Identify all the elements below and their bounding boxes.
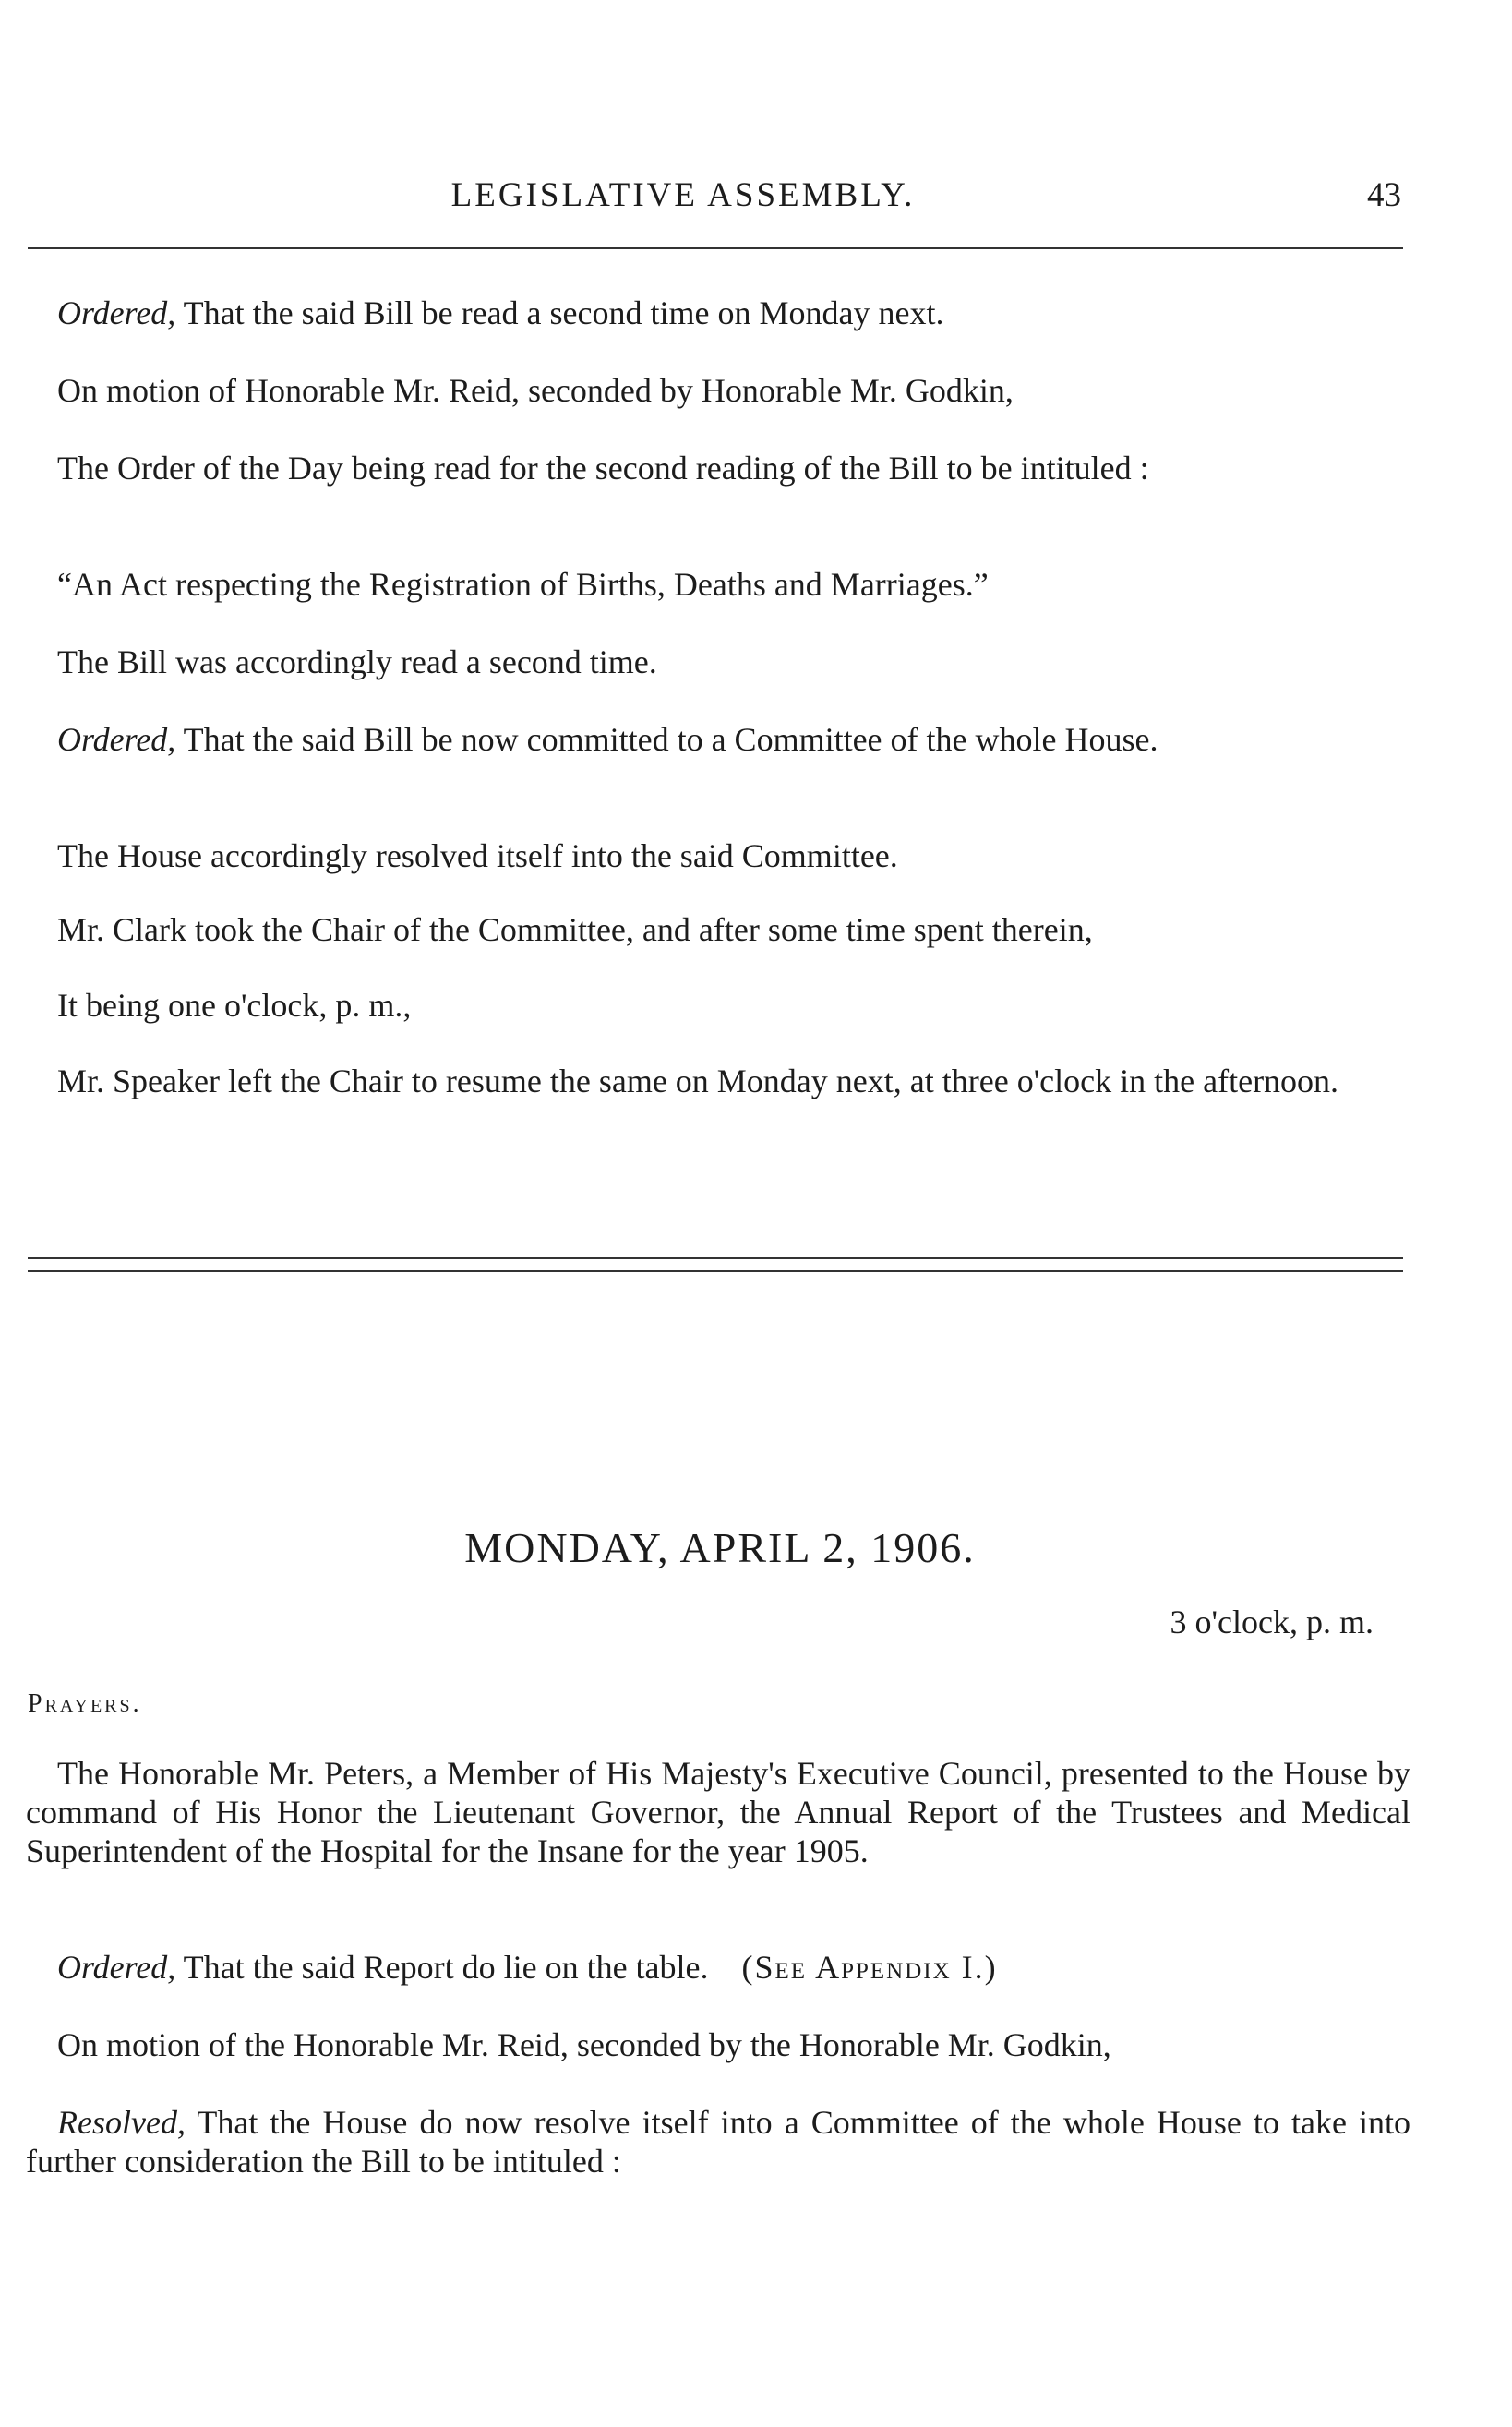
section-divider [28,1257,1403,1272]
paragraph-order-of-day: The Order of the Day being read for the second reading of the Bill to be intituled : [57,450,1149,487]
paragraph-house-resolved: The House accordingly resolved itself into the said Committee. [57,837,898,874]
ordered-lead: Ordered, [57,721,176,758]
ordered-lead: Ordered, [57,294,176,331]
prayers-heading: Prayers. [28,1689,142,1718]
ordered-text: That the said Report do lie on the table. [183,1949,709,1986]
paragraph-clark-chair: Mr. Clark took the Chair of the Committee, and after some time spent therein, [57,911,1093,948]
running-head [0,175,1512,222]
paragraph-peters-report: The Honorable Mr. Peters, a Member of His Majesty's Executive Council, presented to the House by command of His Honor the Lieutenant Governor, the Annual Report of the Trustees and Medical Superintendent of the Hospital for the Insane for the year 1905. [26,1755,1410,1869]
paragraph-one-oclock: It being one o'clock, p. m., [57,987,412,1024]
header-rule [28,247,1403,249]
ordered-text: That the said Bill be read a second time on Monday next. [183,294,944,331]
paragraph-bill-read: The Bill was accordingly read a second time. [57,643,657,680]
paragraph-speaker-left: Mr. Speaker left the Chair to resume the same on Monday next, at three o'clock in the afternoon. [57,1063,1339,1099]
paragraph-motion-2: On motion of the Honorable Mr. Reid, seconded by the Honorable Mr. Godkin, [57,2026,1111,2063]
paragraph-act-title: “An Act respecting the Registration of Births, Deaths and Marriages.” [57,566,989,603]
running-title: LEGISLATIVE ASSEMBLY. [450,176,916,214]
paragraph-resolved [26,2103,1410,2181]
date-heading: MONDAY, APRIL 2, 1906. [464,1524,976,1571]
paragraph-ordered-second-reading [26,294,1410,332]
time-line: 3 o'clock, p. m. [1170,1604,1374,1640]
page-number: 43 [1367,176,1401,214]
paragraph-ordered-table [26,1948,1410,1987]
resolved-lead: Resolved, [57,2104,186,2141]
ordered-text: That the said Bill be now committed to a Committee of the whole House. [183,721,1158,758]
paragraph-ordered-committed [26,720,1410,759]
appendix-reference: (See Appendix I.) [741,1949,998,1986]
ordered-lead: Ordered, [57,1949,176,1986]
paragraph-motion: On motion of Honorable Mr. Reid, seconded by Honorable Mr. Godkin, [57,372,1014,409]
resolved-text: That the House do now resolve itself into a Committee of the whole House to take into further consideration the Bill to be intituled : [26,2104,1411,2180]
